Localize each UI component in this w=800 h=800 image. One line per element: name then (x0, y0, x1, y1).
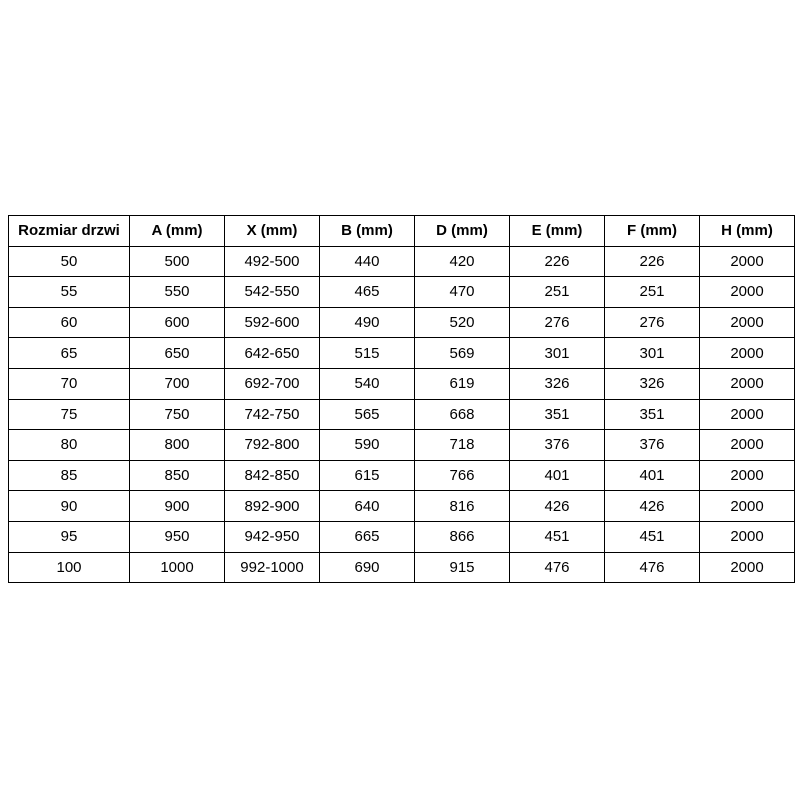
table-cell: 550 (130, 277, 225, 308)
table-cell: 90 (9, 491, 130, 522)
table-cell: 251 (510, 277, 605, 308)
table-cell: 2000 (700, 552, 795, 583)
table-cell: 326 (605, 368, 700, 399)
table-cell: 565 (320, 399, 415, 430)
table-cell: 451 (605, 521, 700, 552)
table-row (9, 399, 795, 430)
table-cell: 692-700 (225, 368, 320, 399)
table-cell: 75 (9, 399, 130, 430)
table-cell: 440 (320, 246, 415, 277)
table-cell: 426 (510, 491, 605, 522)
table-cell: 2000 (700, 491, 795, 522)
table-cell: 640 (320, 491, 415, 522)
table-row (9, 246, 795, 277)
table-cell: 816 (415, 491, 510, 522)
table-cell: 950 (130, 521, 225, 552)
table-row (9, 491, 795, 522)
table-cell: 2000 (700, 399, 795, 430)
table-cell: 301 (605, 338, 700, 369)
table-cell: 766 (415, 460, 510, 491)
table-row (9, 552, 795, 583)
table-cell: 750 (130, 399, 225, 430)
table-row (9, 430, 795, 461)
table-cell: 500 (130, 246, 225, 277)
table-cell: 615 (320, 460, 415, 491)
table-cell: 426 (605, 491, 700, 522)
header-f-mm: F (mm) (605, 216, 700, 247)
table-row (9, 307, 795, 338)
table-cell: 251 (605, 277, 700, 308)
table-cell: 665 (320, 521, 415, 552)
table-cell: 420 (415, 246, 510, 277)
table-cell: 866 (415, 521, 510, 552)
table-cell: 55 (9, 277, 130, 308)
table-cell: 401 (605, 460, 700, 491)
table-cell: 569 (415, 338, 510, 369)
table-cell: 276 (510, 307, 605, 338)
table-cell: 850 (130, 460, 225, 491)
table-cell: 2000 (700, 460, 795, 491)
table-cell: 742-750 (225, 399, 320, 430)
table-cell: 276 (605, 307, 700, 338)
table-cell: 592-600 (225, 307, 320, 338)
table-cell: 476 (510, 552, 605, 583)
table-cell: 842-850 (225, 460, 320, 491)
table-row (9, 460, 795, 491)
table-cell: 800 (130, 430, 225, 461)
table-cell: 792-800 (225, 430, 320, 461)
table-cell: 650 (130, 338, 225, 369)
table-cell: 520 (415, 307, 510, 338)
header-x-mm: X (mm) (225, 216, 320, 247)
table-cell: 401 (510, 460, 605, 491)
table-cell: 915 (415, 552, 510, 583)
header-rozmiar-drzwi: Rozmiar drzwi (9, 216, 130, 247)
table-cell: 2000 (700, 521, 795, 552)
table-cell: 301 (510, 338, 605, 369)
table-cell: 942-950 (225, 521, 320, 552)
table-header-row (9, 216, 795, 247)
table-cell: 2000 (700, 246, 795, 277)
table-cell: 476 (605, 552, 700, 583)
table-cell: 490 (320, 307, 415, 338)
header-b-mm: B (mm) (320, 216, 415, 247)
table-cell: 1000 (130, 552, 225, 583)
table-cell: 492-500 (225, 246, 320, 277)
header-h-mm: H (mm) (700, 216, 795, 247)
header-d-mm: D (mm) (415, 216, 510, 247)
header-a-mm: A (mm) (130, 216, 225, 247)
table-cell: 326 (510, 368, 605, 399)
table-cell: 700 (130, 368, 225, 399)
table-cell: 2000 (700, 430, 795, 461)
table-row (9, 338, 795, 369)
table-cell: 65 (9, 338, 130, 369)
table-row (9, 521, 795, 552)
table-cell: 892-900 (225, 491, 320, 522)
table-cell: 718 (415, 430, 510, 461)
table-cell: 619 (415, 368, 510, 399)
table-cell: 100 (9, 552, 130, 583)
door-size-spec-table (8, 215, 795, 583)
table-cell: 60 (9, 307, 130, 338)
table-cell: 226 (510, 246, 605, 277)
table-cell: 451 (510, 521, 605, 552)
table-cell: 376 (510, 430, 605, 461)
table-cell: 690 (320, 552, 415, 583)
table-cell: 2000 (700, 368, 795, 399)
table-cell: 465 (320, 277, 415, 308)
table-cell: 642-650 (225, 338, 320, 369)
table-cell: 992-1000 (225, 552, 320, 583)
table-cell: 900 (130, 491, 225, 522)
table-cell: 542-550 (225, 277, 320, 308)
table-cell: 95 (9, 521, 130, 552)
table-cell: 85 (9, 460, 130, 491)
table-cell: 80 (9, 430, 130, 461)
table-cell: 226 (605, 246, 700, 277)
table-cell: 515 (320, 338, 415, 369)
table-cell: 600 (130, 307, 225, 338)
table-cell: 590 (320, 430, 415, 461)
table-cell: 540 (320, 368, 415, 399)
table-cell: 2000 (700, 277, 795, 308)
table-row (9, 277, 795, 308)
table-cell: 351 (510, 399, 605, 430)
table-row (9, 368, 795, 399)
table-cell: 376 (605, 430, 700, 461)
table-cell: 668 (415, 399, 510, 430)
table-cell: 470 (415, 277, 510, 308)
table-cell: 50 (9, 246, 130, 277)
table-cell: 2000 (700, 338, 795, 369)
table-cell: 70 (9, 368, 130, 399)
table-cell: 351 (605, 399, 700, 430)
table-cell: 2000 (700, 307, 795, 338)
header-e-mm: E (mm) (510, 216, 605, 247)
